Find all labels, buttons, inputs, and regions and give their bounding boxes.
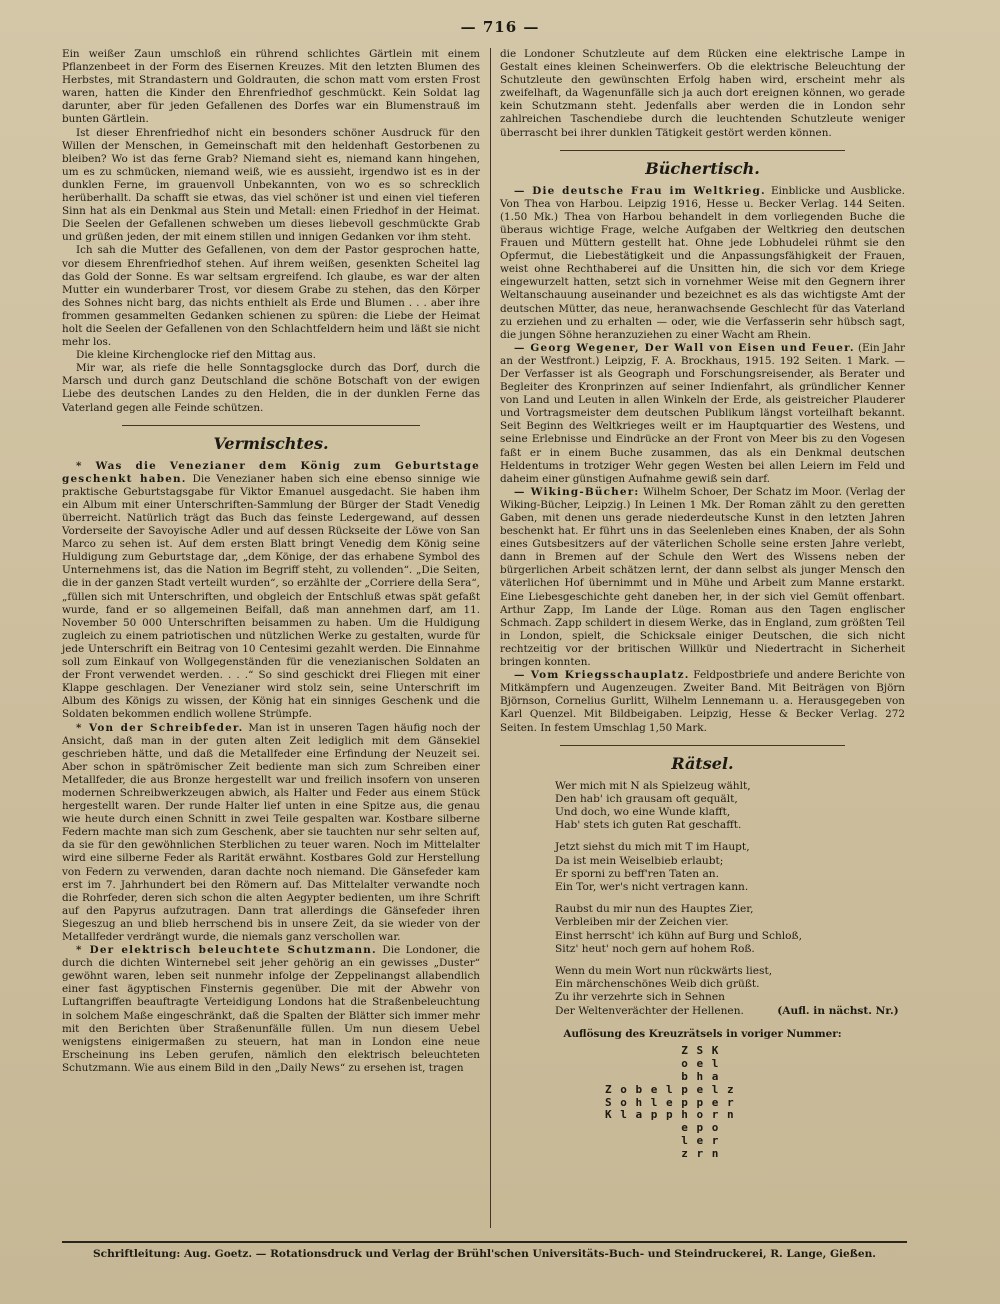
section-rule <box>122 425 420 426</box>
misc-item-text: Die Venezianer haben sich eine ebenso sinnige wie praktische Geburtstagsgabe für Viktor Emanuel ausgedacht. Sie haben ihm ein Album mit einer Unterschriften-Sammlung der Bürger der Stadt Venedig überreicht. Natürlich trägt das Buch das feinste Ledergewand, auf dessen Vorderseite der Savoyische Adler und auf dessen Rückseite der Löwe von San Marco zu sehen ist. Auf dem ersten Blatt bringt Venedig dem König seine Huldigung zum Geburtstage dar, „dem Könige, der das erhabene Symbol des Unternehmens ist, das die Nation im Begriff steht, zu vollenden“. „Die Seiten, die in der ganzen Stadt verteilt wurden“, so erzählte der „Corriere della Sera“, „füllen sich mit Unterschriften, und obgleich der Entschluß etwas spät gefaßt wurde, fand er so allgemeinen Beifall, daß man annehmen darf, am 11. November 50 000 Unterschriften beisammen zu haben. Um die Huldigung zugleich zu einem patriotischen und nützlichen Werke zu gestalten, wurde für jede Unterschrift ein Beitrag von 10 Centesimi gezahlt werden. Die Einnahme soll zum Einkauf von Wollgegenständen für die venezianischen Soldaten an der Front verwendet werden. . . .“ So sind geschickt drei Fliegen mit einer Klappe geschlagen. Der Venezianer wird stolz sein, seine Unterschrift im Album des Königs zu wissen, der König hat ein sinniges Geschenk und die Soldaten bekommen endlich wollene Strümpfe. <box>62 472 480 721</box>
book-review-text: Einblicke und Ausblicke. Von Thea von Harbou. Leipzig 1916, Hesse u. Becker Verlag. 144 Seiten. (1.50 Mk.) Thea von Harbou behandelt in dem vorliegenden Buche die überaus wichtige Frage, welche Aufgaben der Weltkrieg den deutschen Frauen und Müttern gestellt hat. Ohne jede Lobhudelei rühmt sie den Opfermut, die Liebestätigkeit und die Anpassungsfähigkeit der Frauen, weist ohne Rechthaberei auf die Unsitten hin, die sich vor dem Kriege eingewurzelt hatten, setzt sich in vornehmer Weise mit den Gegnern ihrer Weltanschauung auseinander und bezeichnet es als das wichtigste Amt der deutschen Mütter, das neue, heranwachsende Geschlecht für das Vaterland zu erziehen und zu erhalten — oder, wie die Verfasserin sehr hübsch sagt, die jungen Söhne heranzuziehen zu einer Wacht am Rhein. <box>500 184 905 341</box>
riddle-poem <box>555 780 905 1018</box>
crossword-row: e p o <box>605 1121 720 1135</box>
riddle-line: Da ist mein Weiselbieb erlaubt; <box>555 854 724 867</box>
book-review <box>500 669 905 734</box>
article-paragraph: Ist dieser Ehrenfriedhof nicht ein besonders schöner Ausdruck für den Willen der Menschen, in Gemeinschaft mit den heldenhaft Gestorbenen zu bleiben? Wo ist das ferne Grab? Niemand sieht es, niemand kann hingehen, um es zu schmücken, niemand weiß, wie es aussieht, irgendwo ist es in der dunklen Ferne, im grauenvoll Unbekannten, von wo es so schrecklich herüberhallt. Da schafft sie etwas, das viel schöner ist und einen viel tieferen Sinn hat als ein Denkmal aus Stein und Metall: einen Friedhof in der Heimat. Die Seelen der Gefallenen schweben um dieses liebevoll geschmückte Grab und grüßen jeden, der mit einem stillen und innigen Gedanken vor ihm steht. <box>62 126 480 244</box>
article-paragraph: Die kleine Kirchenglocke rief den Mittag aus. <box>76 349 316 362</box>
section-title-raetsel: Rätsel. <box>671 753 734 773</box>
book-review-heading: — Die deutsche Frau im Weltkrieg. <box>514 184 766 197</box>
book-review-heading: — Georg Wegener, Der Wall von Eisen und Feuer. <box>514 341 855 354</box>
book-review-heading: — Wiking-Bücher: <box>514 485 640 498</box>
right-column <box>500 48 905 1161</box>
section-title-buechertisch: Büchertisch. <box>645 158 760 178</box>
riddle-line: Den hab' ich grausam oft gequält, <box>555 792 738 805</box>
riddle-line-text: Der Weltenverächter der Hellenen. <box>555 1004 744 1017</box>
misc-item <box>62 460 480 722</box>
misc-item <box>62 944 480 1075</box>
left-column <box>62 48 480 1075</box>
crossword-row: Z o b e l p e l z <box>605 1082 735 1096</box>
article-paragraph: Ich sah die Mutter des Gefallenen, von dem der Pastor gesprochen hatte, vor diesem Ehrenfriedhof stehen. Auf ihrem weißen, gesenkten Scheitel lag das Gold der Sonne. Es war seltsam ergreifend. Ich glaube, es war der alten Mutter ein wunderbarer Trost, vor diesem Grabe zu stehen, das den Körper des Sohnes nicht barg, das nichts enthielt als Erde und Blumen . . . aber ihre frommen gesammelten Gedanken schienen zu spüren: die Liebe der Heimat holt die Seelen der Gefallenen von den Schlachtfeldern heim und läßt sie nicht mehr los. <box>62 244 480 349</box>
book-review <box>500 185 905 342</box>
article-continuation: die Londoner Schutzleute auf dem Rücken eine elektrische Lampe in Gestalt eines kleinen Scheinwerfers. Ob die elektrische Beleuchtung der Schutzleute den gewünschten Erfolg haben wird, erscheint mehr als zweifelhaft, da Wagenunfälle sich ja auch dort ereignen können, wo gerade kein Schutzmann steht. Jedenfalls aber werden die in London sehr zahlreichen Taschendiebe durch die leuchtenden Schutzleute weniger überrascht bei ihrer dunklen Tätigkeit gestört werden können. <box>500 48 905 139</box>
misc-item-text: Man ist in unseren Tagen häufig noch der Ansicht, daß man in der guten alten Zeit lediglich mit dem Gänsekiel geschrieben hätte, und daß die Metallfeder eine Erfindung der Neuzeit sei. Aber schon in spätrömischer Zeit bediente man sich zum Schreiben einer Metallfeder, die aus Bronze hergestellt war und freilich insofern von unseren modernen Schreibwerkzeugen abwich, als Halter und Feder aus einem Stück hergestellt waren. Der runde Halter lief unten in eine Spitze aus, die genau wie heute durch einen Schnitt in zwei Teile gespalten war. Kostbare silberne Federn machte man sich zum Geschenk, aber sie tauchten nur sehr selten auf, da sie für den gewöhnlichen Sterblichen zu teuer waren. Noch im Mittelalter wird eine silberne Feder als Rarität erwähnt. Kostbares Gold zur Herstellung von Federn zu verwenden, daran dachte noch niemand. Die Gänsefeder kam erst im 7. Jahrhundert bei den Römern auf. Das Mittelalter verwandte noch die Rohrfeder, deren sich schon die alten Aegypter bedienten, um ihre Schrift auf den Papyrus aufzutragen. Dann trat allerdings die Gänsefeder ihren Siegeszug an und blieb herrschend bis in unsere Zeit, da sie wieder von der Metallfeder verdrängt wurde, die niemals ganz verschollen war. <box>62 721 480 943</box>
riddle-line: Und doch, wo eine Wunde klafft, <box>555 806 731 818</box>
column-divider <box>490 48 491 1228</box>
page-number: — 716 — <box>460 18 540 36</box>
riddle-line: Wer mich mit N als Spielzeug wählt, <box>555 779 751 792</box>
book-review-heading: — Vom Kriegsschauplatz. <box>514 669 690 682</box>
misc-item-heading: * Was die Venezianer dem König zum Geburtstage geschenkt haben. <box>62 459 480 485</box>
crossword-row: z r n <box>605 1147 720 1161</box>
crossword-row: l e r <box>605 1134 720 1148</box>
riddle-line: Jetzt siehst du mich mit T im Haupt, <box>555 841 750 854</box>
crossword-solution-title: Auflösung des Kreuzrätsels in voriger Nummer: <box>563 1027 842 1040</box>
book-review <box>500 486 905 669</box>
section-rule <box>560 150 845 151</box>
book-review-text: (Ein Jahr an der Westfront.) Leipzig, F. A. Brockhaus, 1915. 192 Seiten. 1 Mark. — Der Verfasser ist als Geograph und Forschungsreisender, als Berater und Begleiter des Kronprinzen auf seiner Indienfahrt, als gründlicher Kenner von Land und Leuten in allen Winkeln der Erde, als geistreicher Plauderer und Vortragsmeister dem deutschen Publikum längst vorteilhaft bekannt. Seit Beginn des Weltkrieges weilt er im Hauptquartier des Westens, und seine Erlebnisse und Eindrücke an der Front von Meer bis zu den Vogesen faßt er in einem Buche zusammen, das als ein Denkmal deutschen Heldentums in trotziger Wehr gegen Westen bei allen Leiern im Feld und daheim einer günstigen Aufnahme gewiß sein darf. <box>500 341 905 485</box>
riddle-solution-note: (Aufl. in nächst. Nr.) <box>777 1004 899 1017</box>
riddle-stanza <box>555 841 905 894</box>
riddle-line: Verbleiben mir der Zeichen vier. <box>555 916 729 929</box>
misc-item <box>62 722 480 945</box>
crossword-row: b h a <box>605 1069 720 1083</box>
book-review-text: Feldpostbriefe und andere Berichte von Mitkämpfern und Augenzeugen. Zweiter Band. Mit Beiträgen von Björn Björnson, Cornelius Gurlitt, Wilhelm Lennemann u. a. Herausgegeben von Karl Quenzel. Mit Bildbeigaben. Leipzig, Hesse & Becker Verlag. 272 Seiten. In festem Umschlag 1,50 Mark. <box>500 669 906 734</box>
riddle-line <box>555 1005 905 1018</box>
riddle-line: Ein Tor, wer's nicht vertragen kann. <box>555 881 749 894</box>
riddle-line: Zu ihr verzehrte sich in Sehnen <box>555 991 725 1004</box>
book-review-text: Wilhelm Schoer, Der Schatz im Moor. (Verlag der Wiking-Bücher, Leipzig.) In Leinen 1 Mk. Der Roman zählt zu den geretten Gaben, mit denen uns gerade niederdeutsche Kunst in den letzten Jahren beschenkt hat. Er führt uns in das Seelenleben eines Knaben, der als Sohn eines Gutsbesitzers auf der väterlichen Scholle seine ersten Jahre verlebt, dann in Bremen auf der Schule den Wert des Wissens neben der bürgerlichen Arbeit schätzen lernt, der dann selbst als junger Mensch den väterlichen Hof übernimmt und in Mühe und Arbeit zum Manne erstarkt. Eine Liebesgeschichte geht daneben her, in der sich viel Gemüt offenbart. Arthur Zapp, Im Lande der Lüge. Roman aus den Tagen englischer Schmach. Zapp schildert in diesem Werke, das in England, zum größten Teil in London, spielt, die Schicksale einiger Deutschen, die sich nicht rechtzeitig vor der britischen Willkür und Niedertracht in Sicherheit bringen konnten. <box>500 485 905 669</box>
crossword-row: S o h l e p p e r <box>605 1095 735 1109</box>
riddle-line: Hab' stets ich guten Rat geschafft. <box>555 819 742 832</box>
riddle-stanza <box>555 965 905 1018</box>
crossword-row: K l a p p h o r n <box>605 1108 735 1122</box>
imprint-footer: Schriftleitung: Aug. Goetz. — Rotationsdruck und Verlag der Brühl'schen Universitäts-Buch- und Steindruckerei, R. Lange, Gießen. <box>93 1248 876 1260</box>
riddle-line: Ein märchenschönes Weib dich grüßt. <box>555 978 760 991</box>
riddle-line: Sitz' heut' noch gern auf hohem Roß. <box>555 942 755 955</box>
crossword-row: o e l <box>605 1056 720 1070</box>
riddle-line: Raubst du mir nun des Hauptes Zier, <box>555 903 754 916</box>
section-rule <box>560 745 845 746</box>
riddle-stanza <box>555 780 905 833</box>
article-paragraph: Ein weißer Zaun umschloß ein rührend schlichtes Gärtlein mit einem Pflanzenbeet in der Form des Eisernen Kreuzes. Mit den letzten Blumen des Herbstes, mit Strandastern und Goldrauten, die schon matt vom ersten Frost waren, hatten die Kinder den Ehrenfriedhof geschmückt. Kein Soldat lag darunter, aber für jeden Gefallenen des Dorfes war ein Blumenstrauß im bunten Gärtlein. <box>62 48 480 126</box>
crossword-row: Z S K <box>605 1043 720 1057</box>
book-review <box>500 342 905 486</box>
misc-item-text: Die Londoner, die durch die dichten Winternebel seit jeher gehörig an ein gewisses „Duster“ gewöhnt waren, leben seit nunmehr infolge der Zeppelinangst allabendlich einer fast ägyptischen Finsternis gegenüber. Die mit der Abwehr von Luftangriffen beauftragte Verteidigung Londons hat die Straßenbeleuchtung in solchem Maße eingeschränkt, daß die Spalten der Blätter sich immer mehr mit den Berichten über Straßenunfälle füllen. Um nun diesem Uebel wenigstens einigermaßen zu steuern, hat man in London eine neue Erscheinung ins Leben gerufen, nämlich den elektrisch beleuchteten Schutzmann. Wie aus einem Bild in den „Daily News“ zu ersehen ist, tragen <box>62 944 480 1074</box>
section-title-vermischtes: Vermischtes. <box>213 433 329 453</box>
article-paragraph: Mir war, als riefe die helle Sonntagsglocke durch das Dorf, durch die Marsch und durch ganz Deutschland die schöne Botschaft von der ewigen Liebe des deutschen Landes zu den Helden, die in der dunklen Ferne das Vaterland gegen alle Feinde schützen. <box>62 362 480 414</box>
riddle-line: Einst herrscht' ich kühn auf Burg und Schloß, <box>555 929 802 942</box>
riddle-stanza <box>555 903 905 956</box>
riddle-line: Wenn du mein Wort nun rückwärts liest, <box>555 965 773 978</box>
riddle-line: Er sporni zu beff'ren Taten an. <box>555 867 719 880</box>
misc-item-heading: * Von der Schreibfeder. <box>76 721 244 734</box>
footer-rule <box>62 1241 907 1243</box>
crossword-solution-grid <box>605 1045 905 1161</box>
misc-item-heading: * Der elektrisch beleuchtete Schutzmann. <box>76 944 377 957</box>
